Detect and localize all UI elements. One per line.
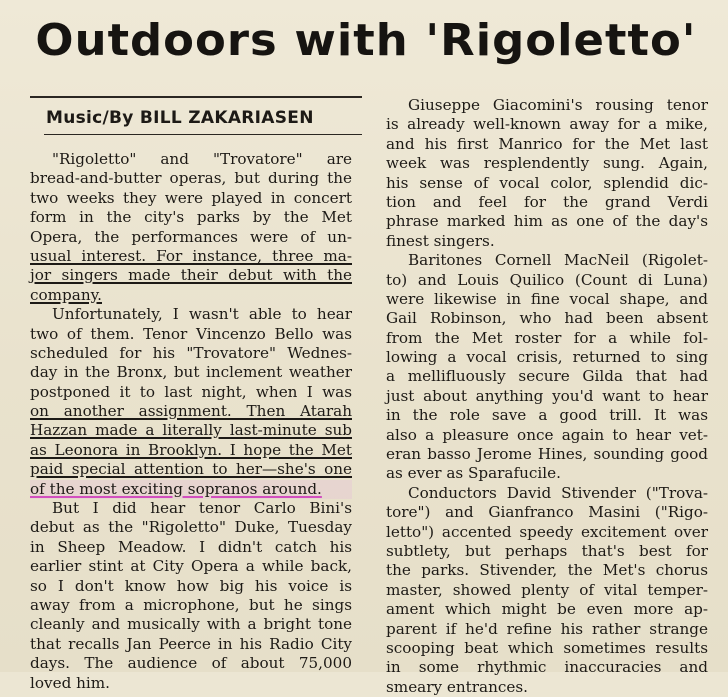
- article-line: "Rigoletto" and "Trovatore" are: [52, 150, 352, 168]
- article-line: from the Met roster for a while fol-: [386, 328, 708, 347]
- article-line: in the role save a good trill. It was: [386, 406, 708, 425]
- article-column-left: [30, 150, 352, 693]
- article-line: also a pleasure once again to hear vet-: [386, 425, 708, 444]
- article-line: Opera, the performances were of un-: [30, 227, 352, 246]
- article-line: the parks. Stivender, the Met's chorus: [386, 561, 708, 580]
- article-line: that recalls Jan Peerce in his Radio City: [30, 634, 352, 653]
- article-line: But I did hear tenor Carlo Bini's: [52, 499, 352, 518]
- article-line: scheduled for his "Trovatore" Wednes-: [30, 343, 352, 362]
- article-column-right: [386, 96, 708, 697]
- article-line: scooping beat which sometimes results: [386, 638, 708, 657]
- article-line: to) and Louis Quilico (Count di Luna): [386, 270, 708, 289]
- article-line: just about anything you'd want to hear: [386, 386, 708, 405]
- byline-rule-top: [30, 96, 362, 98]
- article-line: as ever as Sparafucile.: [386, 464, 561, 483]
- article-line: Giuseppe Giacomini's rousing tenor: [408, 96, 708, 114]
- article-line: tion and feel for the grand Verdi: [386, 192, 708, 211]
- article-line: tore") and Gianfranco Masini ("Rigo-: [386, 503, 708, 522]
- article-line: day in the Bronx, but inclement weather: [30, 363, 352, 382]
- article-line: Hazzan made a literally last-minute sub: [30, 421, 352, 440]
- article-line: form in the city's parks by the Met: [30, 208, 352, 227]
- article-line: were likewise in fine vocal shape, and: [386, 289, 708, 308]
- article-line: two weeks they were played in concert: [30, 188, 352, 207]
- article-line: parent if he'd refine his rather strange: [386, 619, 708, 638]
- article-line: phrase marked him as one of the day's: [386, 212, 708, 231]
- article-line: is already well-known away for a mike,: [386, 115, 708, 134]
- article-line: company.: [30, 285, 102, 304]
- article-line: master, showed plenty of vital temper-: [386, 580, 708, 599]
- byline-rule-bottom: [44, 134, 362, 135]
- article-line: his sense of vocal color, splendid dic-: [386, 173, 708, 192]
- article-line: jor singers made their debut with the: [30, 266, 352, 285]
- article-line: week was resplendently sung. Again,: [386, 154, 708, 173]
- article-line: debut as the "Rigoletto" Duke, Tuesday: [30, 518, 352, 537]
- article-line: ament which might be even more ap-: [386, 600, 708, 619]
- article-line: Gail Robinson, who had been absent: [386, 309, 708, 328]
- article-line: on another assignment. Then Atarah: [30, 402, 352, 421]
- article-line: cleanly and musically with a bright tone: [30, 615, 352, 634]
- article-line: usual interest. For instance, three ma-: [30, 246, 352, 265]
- article-line: two of them. Tenor Vincenzo Bello was: [30, 324, 352, 343]
- article-line: away from a microphone, but he sings: [30, 595, 352, 614]
- byline: Music/By BILL ZAKARIASEN: [46, 108, 314, 128]
- article-line: loved him.: [30, 673, 110, 692]
- article-line: Conductors David Stivender ("Trova-: [408, 483, 708, 502]
- article-line: as Leonora in Brooklyn. I hope the Met: [30, 440, 352, 459]
- article-line: and his first Manrico for the Met last: [386, 134, 708, 153]
- article-line: bread-and-butter operas, but during the: [30, 169, 352, 188]
- article-line: eran basso Jerome Hines, sounding good: [386, 445, 708, 464]
- article-line: a mellifluously secure Gilda that had: [386, 367, 708, 386]
- article-line: letto") accented speedy excitement over: [386, 522, 708, 541]
- article-line: Baritones Cornell MacNeil (Rigolet-: [408, 251, 708, 270]
- article-line: lowing a vocal crisis, returned to sing: [386, 348, 708, 367]
- article-line: of the most exciting sopranos around.: [30, 480, 352, 499]
- article-line: paid special attention to her—she's one: [30, 460, 352, 479]
- article-line: finest singers.: [386, 231, 495, 250]
- headline: Outdoors with 'Rigoletto': [35, 15, 697, 66]
- article-line: earlier stint at City Opera a while back,: [30, 557, 352, 576]
- article-line: subtlety, but perhaps that's best for: [386, 541, 708, 560]
- article-line: in Sheep Meadow. I didn't catch his: [30, 537, 352, 556]
- article-line: in some rhythmic inaccuracies and: [386, 658, 708, 677]
- article-line: so I don't know how big his voice is: [30, 576, 352, 595]
- article-line: smeary entrances.: [386, 677, 528, 696]
- article-line: postponed it to last night, when I was: [30, 382, 352, 401]
- article-line: days. The audience of about 75,000: [30, 654, 352, 673]
- article-line: Unfortunately, I wasn't able to hear: [52, 305, 352, 324]
